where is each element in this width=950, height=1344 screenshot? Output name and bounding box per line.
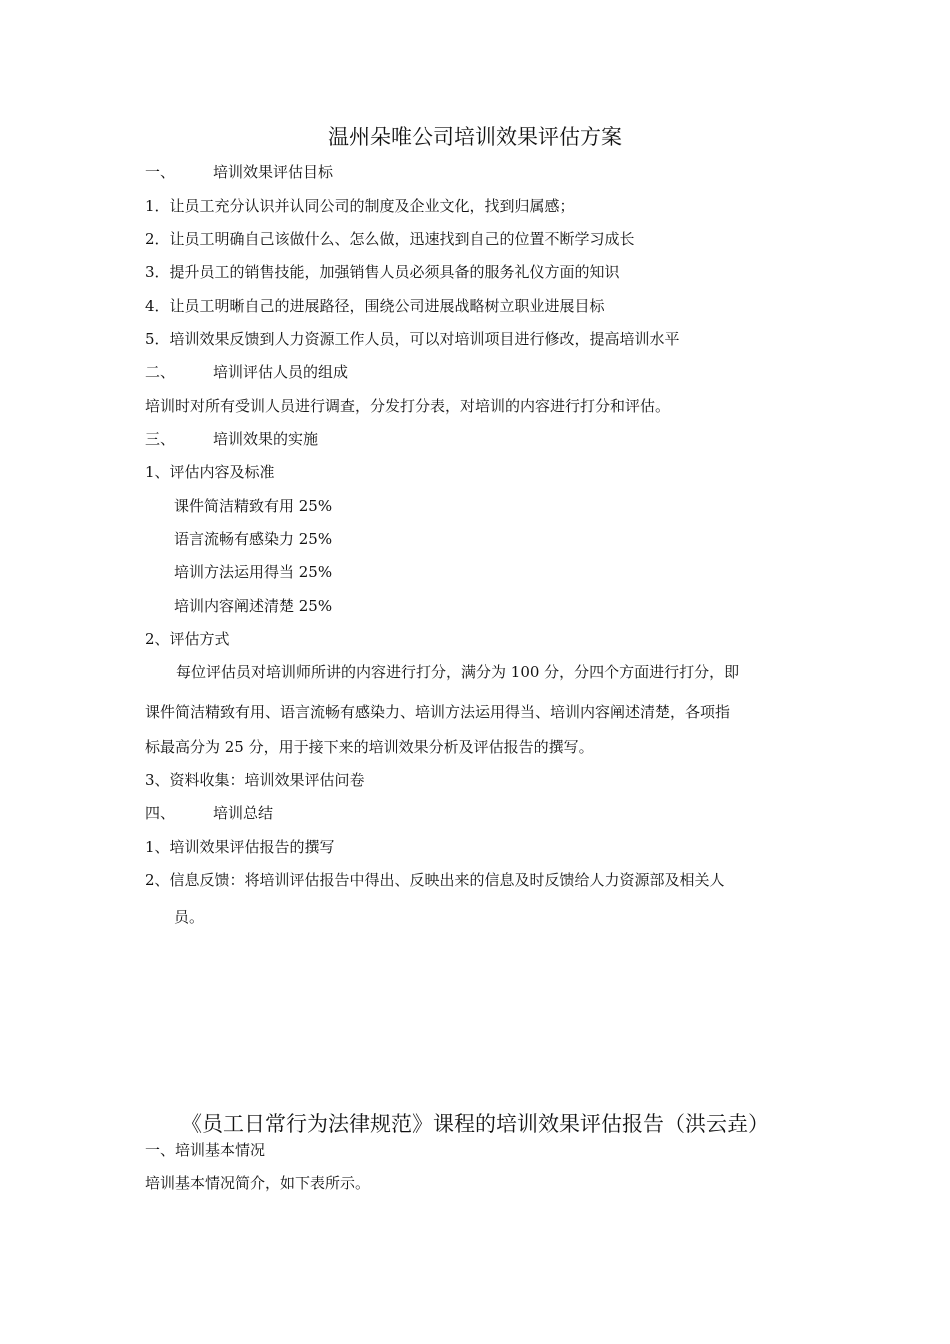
paragraph-line: 每位评估员对培训师所讲的内容进行打分，满分为 100 分，分四个方面进行打分，即 xyxy=(176,663,740,681)
sub-heading: 2、信息反馈：将培训评估报告中得出、反映出来的信息及时反馈给人力资源部及相关人 xyxy=(145,871,725,889)
section-heading-4 xyxy=(145,803,273,823)
document-title: 温州朵唯公司培训效果评估方案 xyxy=(328,125,622,149)
section-number: 一、 xyxy=(145,163,176,181)
list-item: 4．让员工明晰自己的进展路径，围绕公司进展战略树立职业进展目标 xyxy=(145,297,605,315)
criteria-item: 培训内容阐述清楚 25% xyxy=(174,597,333,615)
section-label: 培训总结 xyxy=(213,804,274,822)
section-label: 培训效果评估目标 xyxy=(213,163,334,181)
sub-heading: 1、培训效果评估报告的撰写 xyxy=(145,838,335,856)
paragraph-line: 课件简洁精致有用、语言流畅有感染力、培训方法运用得当、培训内容阐述清楚，各项指 xyxy=(145,703,731,721)
list-item: 2．让员工明确自己该做什么、怎么做，迅速找到自己的位置不断学习成长 xyxy=(145,230,635,248)
list-item: 1．让员工充分认识并认同公司的制度及企业文化，找到归属感； xyxy=(145,197,575,215)
paragraph-line: 员。 xyxy=(174,908,205,926)
paragraph: 培训时对所有受训人员进行调查，分发打分表，对培训的内容进行打分和评估。 xyxy=(145,397,671,415)
section-number: 二、 xyxy=(145,363,176,381)
section-heading-3 xyxy=(145,429,318,449)
sub-heading: 1、评估内容及标准 xyxy=(145,463,275,481)
criteria-item: 培训方法运用得当 25% xyxy=(174,563,333,581)
section-heading-1 xyxy=(145,162,333,182)
report-section-heading: 一、培训基本情况 xyxy=(145,1141,266,1159)
section-label: 培训效果的实施 xyxy=(213,430,319,448)
report-title: 《员工日常行为法律规范》课程的培训效果评估报告（洪云垚） xyxy=(181,1112,769,1136)
section-number: 四、 xyxy=(145,804,176,822)
list-item: 5．培训效果反馈到人力资源工作人员，可以对培训项目进行修改，提高培训水平 xyxy=(145,330,680,348)
criteria-item: 语言流畅有感染力 25% xyxy=(174,530,333,548)
sub-heading: 2、评估方式 xyxy=(145,630,230,648)
paragraph: 培训基本情况简介，如下表所示。 xyxy=(145,1174,371,1192)
sub-heading: 3、资料收集：培训效果评估问卷 xyxy=(145,771,365,789)
section-heading-2 xyxy=(145,362,348,382)
list-item: 3．提升员工的销售技能，加强销售人员必须具备的服务礼仪方面的知识 xyxy=(145,263,620,281)
section-label: 培训评估人员的组成 xyxy=(213,363,349,381)
criteria-item: 课件简洁精致有用 25% xyxy=(174,497,333,515)
section-number: 三、 xyxy=(145,430,176,448)
paragraph-line: 标最高分为 25 分，用于接下来的培训效果分析及评估报告的撰写。 xyxy=(145,738,594,756)
